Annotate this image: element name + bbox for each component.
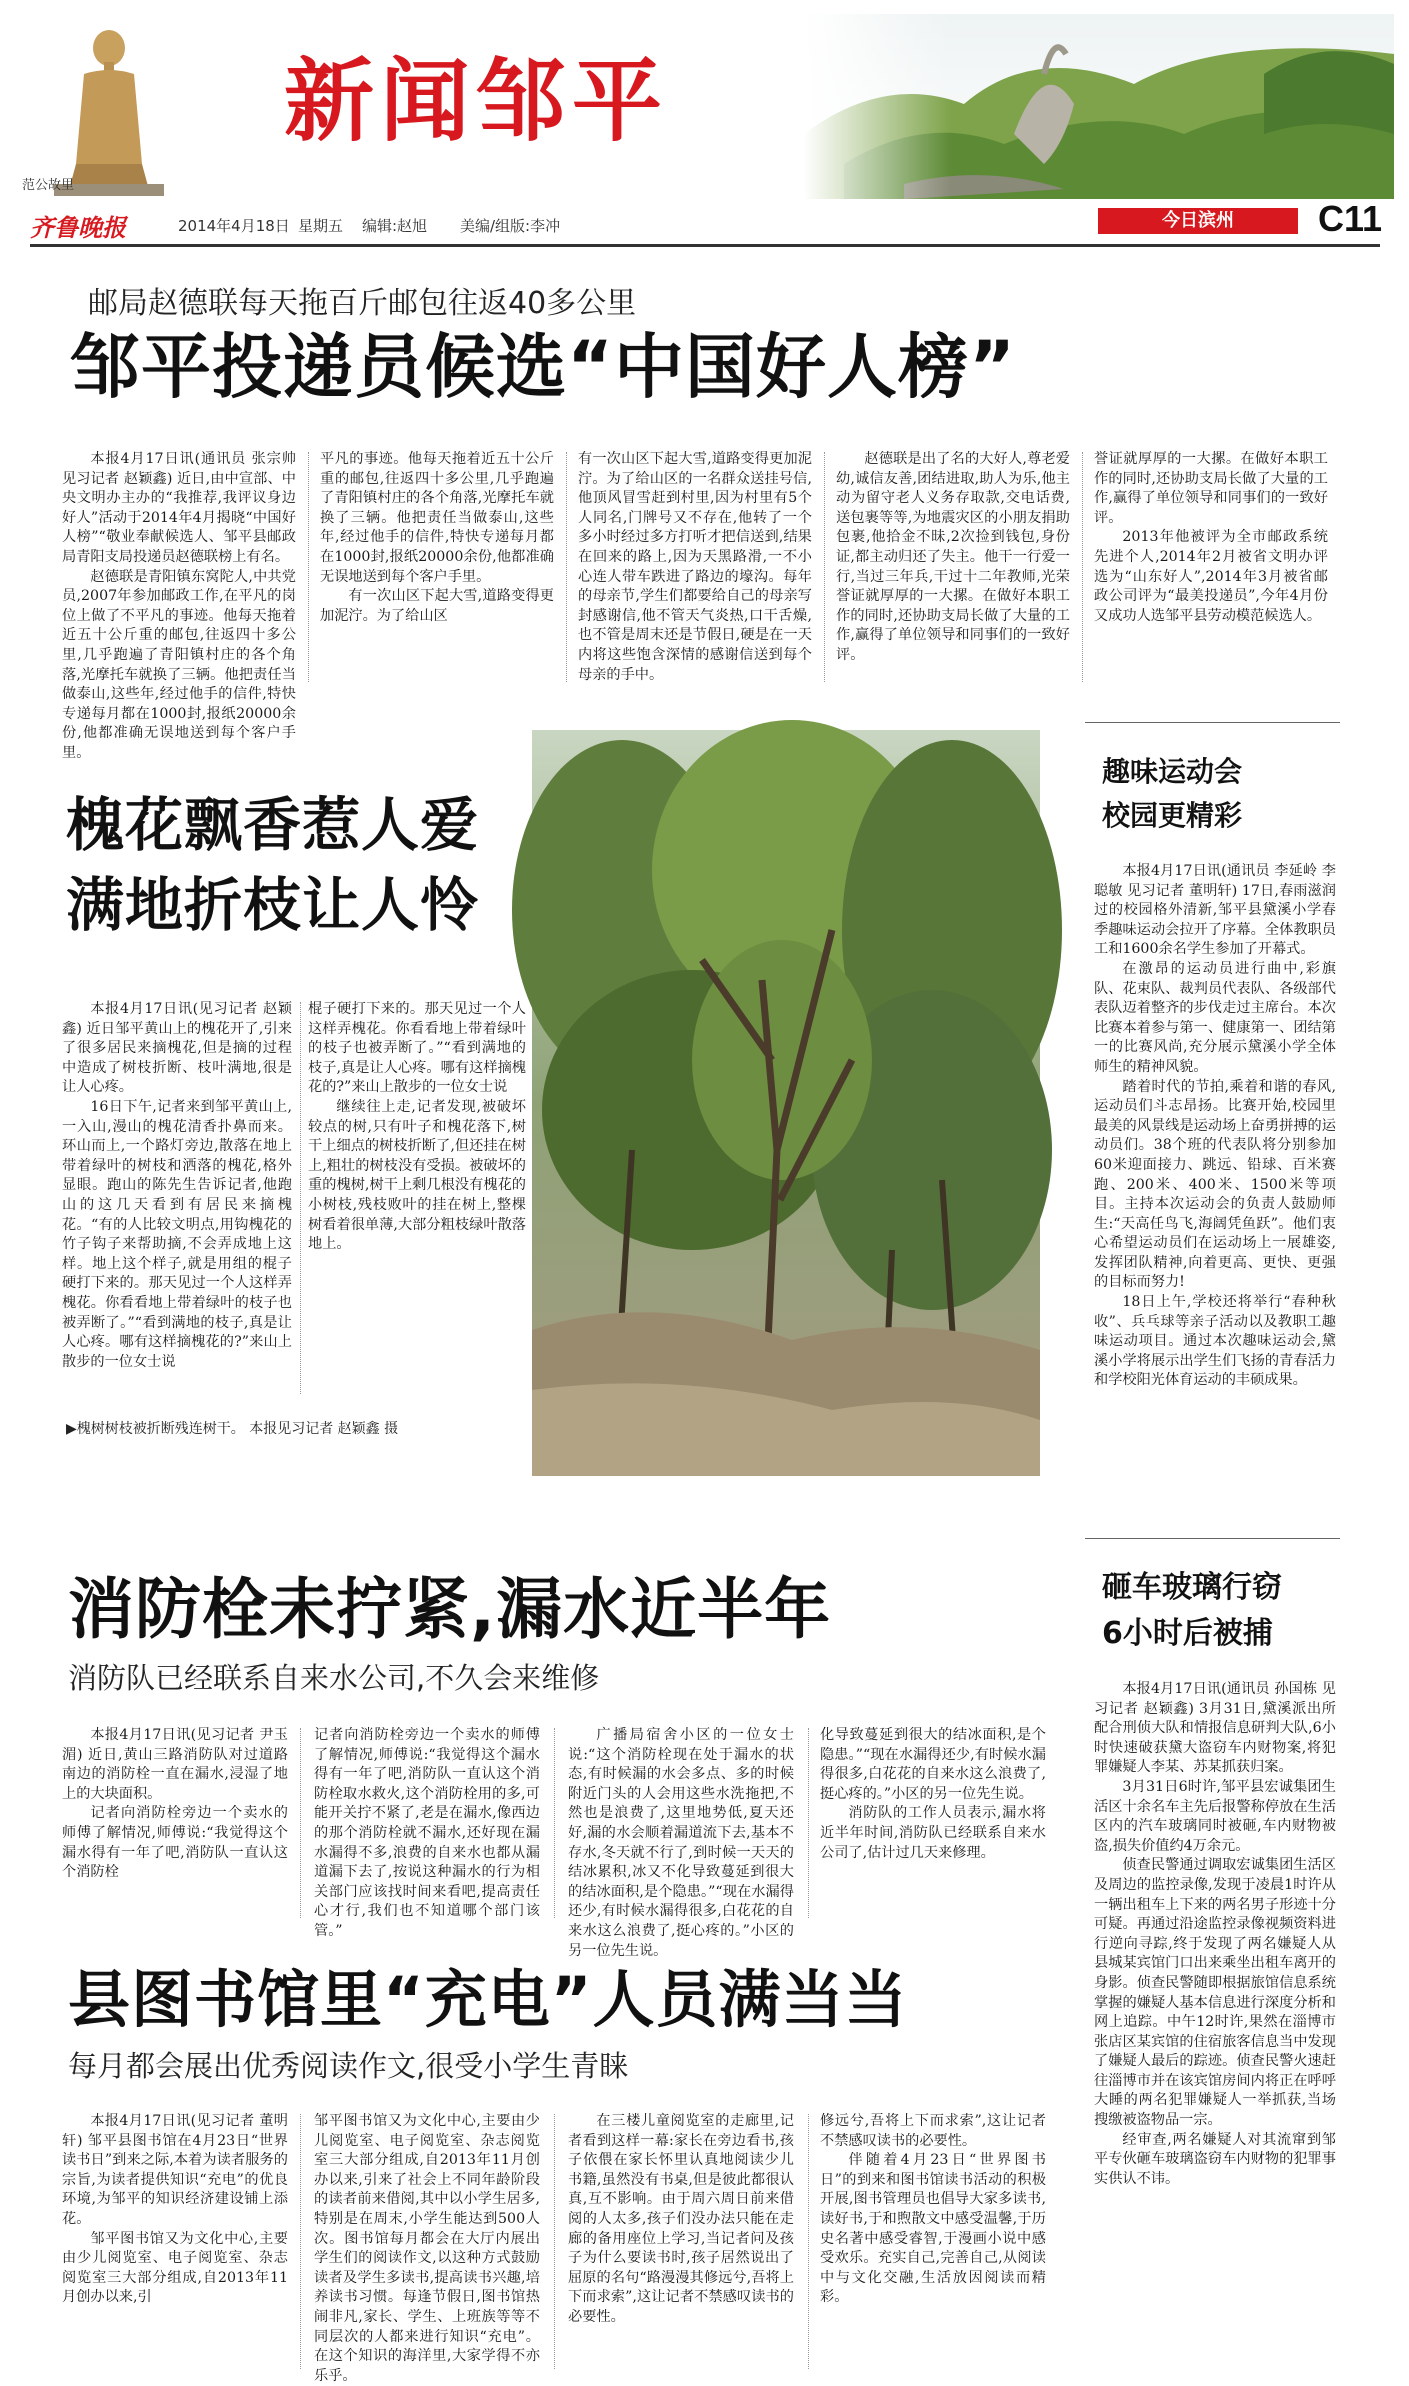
column-divider [824, 452, 825, 682]
issue-date: 2014年4月18日 [178, 217, 290, 235]
story3-headline-1: 趣味运动会 [1102, 755, 1243, 788]
story1-kicker: 邮局赵德联每天拖百斤邮包往返40多公里 [88, 286, 637, 321]
story1-p2-cont: 平凡的事迹。他每天拖着近五十公斤重的邮包,往返四十多公里,几乎跑遍了青阳镇村庄的各个角落,光摩托车就换了三辆。他把责任当做泰山,这些年,经过他手的信件,特快专递每月都在1000封,报纸20000余份,他都准确无误地送到每个客户手里。 [320, 451, 554, 585]
story6-p1: 本报4月17日讯(见习记者 董明轩) 邹平县图书馆在4月23日“世界读书日”到来之际,本着为读者服务的宗旨,为读者提供知识“充电”的优良环境,为邹平的知识经济建设铺上添花。 [62, 2113, 288, 2227]
column-divider [554, 2114, 555, 2369]
story6-body [62, 2112, 288, 2374]
story2-headline-1: 槐花飘香惹人爱 [66, 791, 480, 859]
story2-p2: 16日下午,记者来到邹平黄山上,一入山,漫山的槐花清香扑鼻而来。环山而上,一个路灯旁边,散落在地上带着绿叶的树枝和洒落的槐花,格外显眼。跑山的陈先生告诉记者,他跑山的这几天看到有居民来摘槐花。“有的人比较文明点,用钩槐花的竹子钩子来帮助摘,不会弄成地上这样。地上这个样子,就是用组的棍子硬打下来的。那天见过一个人这样弄槐花。你看看地上带着绿叶的枝子也被弄断了。”“看到满地的枝子,真是让人心疼。哪有这样摘槐花的?”来山上散步的一位女士说 [62, 1098, 292, 1370]
story2-body [62, 1000, 292, 1400]
story1-body-col5 [1094, 450, 1328, 688]
story2-p1: 本报4月17日讯(见习记者 赵颖鑫) 近日邹平黄山上的槐花开了,引来了很多居民来摘槐花,但是摘的过程中造成了树枝折断、枝叶满地,很是让人心疼。 [62, 1001, 292, 1096]
section-rule [1085, 722, 1340, 723]
story4-p3-cont: 化导致蔓延到很大的结冰面积,是个隐患。”“现在水漏得还少,有时候水漏得很多,白花花的自来水这么浪费了,挺心疼的。”小区的另一位先生说。 [820, 1727, 1046, 1802]
page-number: C11 [1318, 198, 1383, 239]
column-divider [808, 2114, 809, 2369]
story1-p2: 赵德联是青阳镇东窝陀人,中共党员,2007年参加邮政工作,在平凡的岗位上做了不平凡的事迹。他每天拖着近五十公斤重的邮包,往返四十多公里,几乎跑遍了青阳镇村庄的各个角落,光摩托车就换了三辆。他把责任当做泰山,这些年,经过他手的信件,特快专递每月都在1000封,报纸20000余份,他都准确无误地送到每个客户手里。 [62, 568, 296, 761]
story5-headline-1: 砸车玻璃行窃 [1102, 1570, 1282, 1605]
story4-body-col4 [820, 1726, 1046, 1926]
info-bar [30, 198, 1383, 242]
story3-headline-2: 校园更精彩 [1102, 799, 1243, 832]
story1-p5: 2013年他被评为全市邮政系统先进个人,2014年2月被省文明办评选为“山东好人”,2014年3月被省邮政公司评为“最美投递员”,今年4月份又成功人选邹平县劳动模范候选人。 [1094, 529, 1328, 624]
story6-body-col2 [314, 2112, 540, 2384]
story4-headline: 消防栓未拧紧,漏水近半年 [68, 1571, 832, 1648]
story6-subhead: 每月都会展出优秀阅读作文,很受小学生青睐 [68, 2049, 629, 2083]
story1-p1: 本报4月17日讯(通讯员 张宗帅 见习记者 赵颖鑫) 近日,由中宣部、中央文明办主办的“我推荐,我评议身边好人”活动于2014年4月揭晓“中国好人榜”“敬业奉献候选人、邹平县邮政局青阳支局投递员赵德联榜上有名。 [62, 451, 296, 565]
column-divider [554, 1728, 555, 1918]
story4-body-col2 [314, 1726, 540, 1939]
masthead-rule [30, 244, 1380, 247]
landscape-photo [804, 14, 1394, 199]
story5-headline-2: 6小时后被捕 [1102, 1616, 1273, 1651]
story5-p3: 侦查民警通过调取宏诚集团生活区及周边的监控录像,发现于凌晨1时许从一辆出租车上下来的两名男子形迹十分可疑。再通过沿途监控录像视频资料进行逆向寻踪,终于发现了两名嫌疑人从县城某宾馆门口出来乘坐出租车离开的身影。侦查民警随即根据旅馆信息系统掌握的嫌疑人基本信息进行深度分析和网上追踪。中午12时许,果然在淄博市张店区某宾馆的住宿旅客信息当中发现了嫌疑人最后的踪迹。侦查民警火速赶往淄博市并在该宾馆房间内将正在呼呼大睡的两名犯罪嫌疑人一举抓获,当场搜缴被盗物品一宗。 [1094, 1857, 1336, 2129]
column-divider [300, 2114, 301, 2369]
story4-subhead: 消防队已经联系自来水公司,不久会来维修 [68, 1661, 600, 1695]
story1-body-col4 [836, 450, 1070, 688]
story4-body [62, 1726, 288, 1926]
section-tag: 今日滨州 [1098, 208, 1298, 234]
story4-p4: 消防队的工作人员表示,漏水将近半年时间,消防队已经联系自来水公司了,估计过几天来修理。 [820, 1805, 1046, 1861]
story3-p2: 在激昂的运动员进行曲中,彩旗队、花束队、裁判员代表队、各级部代表队迈着整齐的步伐走过主席台。本次比赛本着参与第一、健康第一、团结第一的比赛风尚,充分展示黛溪小学全体师生的精神风貌。 [1094, 960, 1336, 1075]
story6-body-col4 [820, 2112, 1046, 2374]
story5-p4: 经审查,两名嫌疑人对其流窜到邹平专伙砸车玻璃盗窃车内财物的犯罪事实供认不讳。 [1094, 2131, 1336, 2187]
story5-p2: 3月31日6时许,邹平县宏诚集团生活区十余名车主先后报警称停放在生活区内的汽车玻璃同时被砸,车内财物被盗,损失价值约4万余元。 [1094, 1778, 1336, 1854]
story1-body-col3 [578, 450, 812, 688]
story6-p3: 在三楼儿童阅览室的走廊里,记者看到这样一幕:家长在旁边看书,孩子依偎在家长怀里认真地阅读少儿书籍,虽然没有书桌,但是彼此都很认真,互不影响。由于周六周日前来借阅的人太多,孩子们没办法只能在走廊的备用座位上学习,当记者问及孩子为什么要读书时,孩子居然说出了屈原的名句“路漫漫其修远兮,吾将上下而求索”,这让记者不禁感叹读书的必要性。 [568, 2113, 794, 2325]
column-divider [566, 452, 567, 682]
story3-p4: 18日上午,学校还将举行“春种秋收”、兵乓球等亲子活动以及教职工趣味运动项目。通过本次趣味运动会,黛溪小学将展示出学生们飞扬的青春活力和学校阳光体育运动的丰硕成果。 [1094, 1294, 1336, 1389]
story6-p3-cont: 修远兮,吾将上下而求索”,这让记者不禁感叹读书的必要性。 [820, 2113, 1046, 2149]
story3-p3: 踏着时代的节拍,乘着和谐的春风,运动员们斗志昂扬。比赛开始,校园里最美的风景线是运动场上奋勇拼搏的运动员们。38个班的代表队将分别参加60米迎面接力、跳远、铅球、百米赛跑、200米、400米、1500米等项目。主持本次运动会的负责人鼓励师生:“天高任鸟飞,海阔凭鱼跃”。他们衷心希望运动员们在运动场上一展雄姿,发挥团队精神,向着更高、更快、更强的目标而努力! [1094, 1078, 1336, 1291]
story1-p3: 有一次山区下起大雪,道路变得更加泥泞。为了给山区的一名群众送挂号信,他顶风冒雪赶到村里,因为村里有5个人同名,门牌号又不存在,他转了一个多小时经过多方打听才把信送到,结果在回来的路上,因为天黑路滑,一不小心连人带车跌进了路边的壕沟。每年的母亲节,学生们都要给自己的母亲写封感谢信,他不管天气炎热,口干舌燥,也不管是周末还是节假日,硬是在一天内将这些饱含深情的感谢信送到每个母亲的手中。 [578, 451, 812, 683]
photo-caption: ▶槐树树枝被折断残连树干。 本报见习记者 赵颖鑫 摄 [66, 1421, 399, 1437]
column-divider [808, 1728, 809, 1918]
story1-body-col2 [320, 450, 554, 688]
story2-body-col2 [308, 1000, 526, 1400]
story2-p3: 继续往上走,记者发现,被破坏较点的树,只有叶子和槐花落下,树干上细点的树枝折断了,但还挂在树上,粗壮的树枝没有受损。被破坏的重的槐树,树干上剩几根没有槐花的小树枝,残枝败叶的挂在树上,整棵树看着很单薄,大部分粗枝绿叶散落地上。 [308, 1098, 526, 1253]
masthead-title: 新闻邹平 [284, 48, 668, 154]
story6-body-col3 [568, 2112, 794, 2374]
story3-p1: 本报4月17日讯(通讯员 李延岭 李聪敏 见习记者 董明轩) 17日,春雨滋润过的校园格外清新,邹平县黛溪小学春季趣味运动会拉开了序幕。全体教职员工和1600余名学生参加了开幕式。 [1094, 863, 1336, 958]
column-divider [308, 452, 309, 682]
story2-p2-cont: 棍子硬打下来的。那天见过一个人这样弄槐花。你看看地上带着绿叶的枝子也被弄断了。”“看到满地的枝子,真是让人心疼。哪有这样摘槐花的?”来山上散步的一位女士说 [308, 1001, 526, 1096]
story2-headline-2: 满地折枝让人怜 [66, 871, 480, 939]
column-divider [1082, 452, 1083, 682]
story5-body [1094, 1680, 1336, 2370]
column-divider [300, 1728, 301, 1918]
story5-p1: 本报4月17日讯(通讯员 孙国栋 见习记者 赵颖鑫) 3月31日,黛溪派出所配合刑侦大队和情报信息研判大队,6小时快速破获黛大盗窃车内财物案,将犯罪嫌疑人李某、苏某抓获归案。 [1094, 1681, 1336, 1776]
story1-body [62, 450, 296, 761]
story6-headline: 县图书馆里“充电”人员满当当 [68, 1963, 908, 2036]
story4-p2-start: 记者向消防栓旁边一个卖水的师傅了解情况,师傅说:“我觉得这个漏水得有一年了吧,消防队一直认这个消防栓 [62, 1805, 288, 1881]
statue-caption: 范公故里 [22, 178, 75, 193]
story6-p2: 邹平图书馆又为文化中心,主要由少儿阅览室、电子阅览室、杂志阅览室三大部分组成,自2013年11月创办以来,引来了社会上不同年龄阶段的读者前来借阅,其中以小学生居多,特别是在周末,小学生能达到500人次。图书馆每月都会在大厅内展出学生们的阅读作文,以这种方式鼓励读者及学生多读书,提高读书兴趣,培养读书习惯。每逢节假日,图书馆热闹非凡,家长、学生、上班族等等不同层次的人都来进行知识“充电”。在这个知识的海洋里,大家学得不亦乐乎。 [314, 2113, 540, 2384]
issue-weekday: 星期五 [298, 217, 344, 235]
tree-photo [532, 730, 1040, 1476]
story1-p4: 赵德联是出了名的大好人,尊老爱幼,诚信友善,团结进取,助人为乐,他主动为留守老人义务存取款,交电话费,送包裹等等,为地震灾区的小朋友捐助包裹,他拾金不昧,2次捡到钱包,身份证,都主动归还了失主。他干一行爱一行,当过三年兵,干过十二年教师,光荣誉证就厚厚的一大摞。在做好本职工作的同时,还协助支局长做了大量的工作,赢得了单位领导和同事们的一致好评。 [836, 451, 1070, 663]
story1-headline: 邹平投递员候选“中国好人榜” [70, 326, 1017, 408]
designer-credit: 美编/组版:李冲 [460, 217, 561, 235]
story3-body [1094, 862, 1336, 1492]
story1-p4-cont: 誉证就厚厚的一大摞。在做好本职工作的同时,还协助支局长做了大量的工作,赢得了单位领导和同事们的一致好评。 [1094, 451, 1328, 526]
story4-p2: 记者向消防栓旁边一个卖水的师傅了解情况,师傅说:“我觉得这个漏水得有一年了吧,消防队一直认这个消防栓取水救火,这个消防栓用的多,可能开关拧不紧了,老是在漏水,像西边的那个消防栓就不漏水,还好现在漏水漏得不多,浪费的自来水也都从漏道漏下去了,按说这种漏水的行为相关部门应该找时间来看吧,提高责任心才行,我们也不知道哪个部门该管。” [314, 1727, 540, 1939]
statue-illustration [14, 14, 184, 199]
story4-p3: 广播局宿舍小区的一位女士说:“这个消防栓现在处于漏水的状态,有时候漏的水会多点、多的时候附近门头的人会用这些水洗拖把,不然也是浪费了,这里地势低,夏天还好,漏的水会顺着漏道流下去,基本不存水,冬天就不行了,到时候一天天的结冰累积,冰又不化导致蔓延到很大的结冰面积,是个隐患。”“现在水漏得还少,有时候水漏得很多,白花花的自来水这么浪费了,挺心疼的。”小区的另一位先生说。 [568, 1727, 794, 1959]
story4-body-col3 [568, 1726, 794, 1959]
editor-credit: 编辑:赵旭 [362, 217, 428, 235]
section-rule [1085, 1538, 1340, 1539]
story6-p2-start: 邹平图书馆又为文化中心,主要由少儿阅览室、电子阅览室、杂志阅览室三大部分组成,自2013年11月创办以来,引 [62, 2230, 288, 2306]
story6-p4: 伴随着4月23日“世界图书日”的到来和图书馆读书活动的积极开展,图书管理员也倡导大家多读书,读好书,于和煦散文中感受温馨,于历史名著中感受睿智,于漫画小说中感受欢乐。充实自己,完善自己,从阅读中与文化交融,生活放因阅读而精彩。 [820, 2152, 1046, 2306]
story1-p3-start: 有一次山区下起大雪,道路变得更加泥泞。为了给山区 [320, 588, 554, 624]
story4-p1: 本报4月17日讯(见习记者 尹玉湄) 近日,黄山三路消防队对过道路南边的消防栓一直在漏水,浸湿了地上的大块面积。 [62, 1727, 288, 1802]
masthead [14, 14, 1394, 208]
paper-name: 齐鲁晚报 [30, 213, 126, 242]
column-divider [300, 1002, 301, 1394]
